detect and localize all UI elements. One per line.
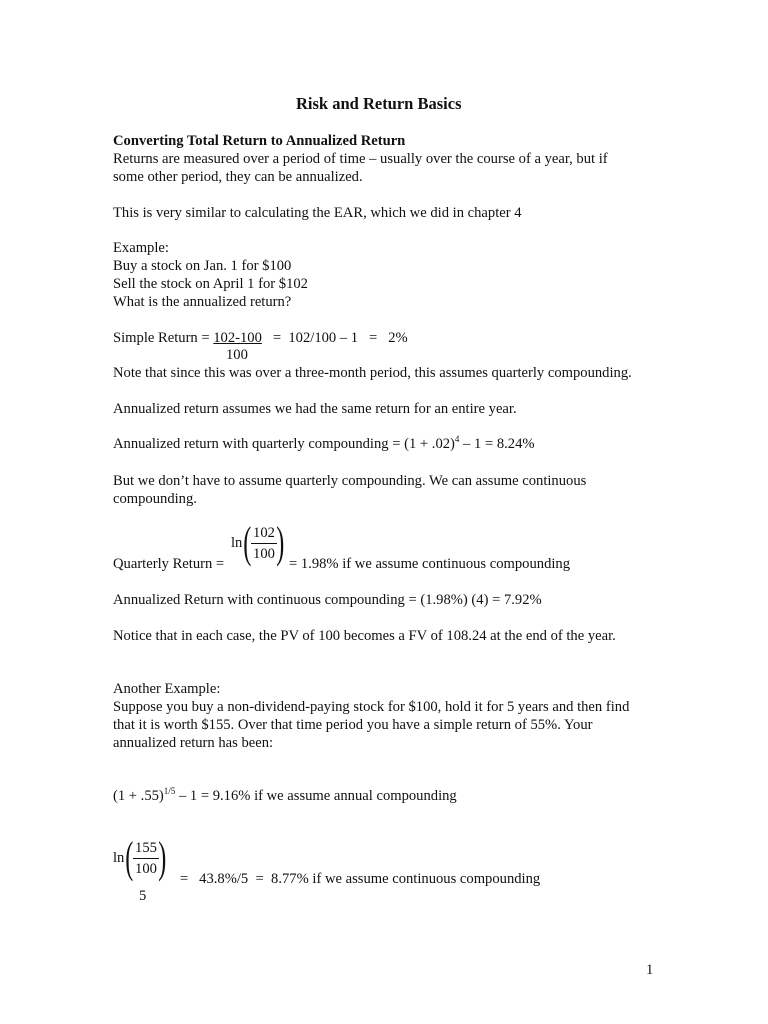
another-example-label: Another Example:: [113, 681, 221, 697]
simple-return-label: Simple Return =: [113, 330, 214, 346]
divisor: 5: [139, 888, 147, 904]
fraction-numerator: 155: [133, 838, 159, 859]
fraction: [133, 838, 159, 879]
continuous-compounding-result: = 43.8%/5 = 8.77% if we assume continuous compounding: [180, 871, 541, 887]
fraction-numerator: 102: [251, 523, 277, 544]
fraction-denominator: 100: [253, 545, 275, 562]
page-number: 1: [646, 962, 654, 978]
paragraph-line: Annualized Return with continuous compounding = (1.98%) (4) = 7.92%: [113, 592, 542, 608]
paragraph-line: But we don’t have to assume quarterly compounding. We can assume continuous: [113, 473, 587, 489]
right-paren: ): [158, 833, 167, 882]
simple-return-numerator: 102-100: [213, 330, 262, 346]
quarterly-exponent: 4: [454, 434, 460, 444]
page-title: Risk and Return Basics: [296, 94, 462, 113]
paragraph-line: Note that since this was over a three-month period, this assumes quarterly compounding.: [113, 365, 632, 381]
paragraph-line: compounding.: [113, 491, 197, 507]
ln-fraction-formula-2: [113, 833, 167, 882]
quarterly-formula: [113, 435, 535, 453]
annual-formula-text: (1 + .55): [113, 788, 164, 804]
paragraph-line: annualized return has been:: [113, 735, 274, 751]
paragraph-line: Annualized return assumes we had the same return for an entire year.: [113, 401, 517, 417]
ln-fraction-formula: [231, 518, 285, 567]
left-paren: (: [125, 833, 134, 882]
annual-formula-result: – 1 = 9.16% if we assume annual compounding: [175, 788, 457, 804]
simple-return-formula: [113, 329, 408, 347]
right-paren: ): [276, 518, 285, 567]
paragraph-line: some other period, they can be annualized.: [113, 169, 363, 185]
example-line: Sell the stock on April 1 for $102: [113, 276, 308, 292]
ln-symbol: ln: [113, 850, 125, 866]
paragraph-line: that it is worth $155. Over that time period you have a simple return of 55%. Your: [113, 717, 593, 733]
left-paren: (: [243, 518, 252, 567]
annual-exponent: 1/5: [163, 786, 176, 796]
quarterly-return-result: = 1.98% if we assume continuous compounding: [289, 556, 571, 572]
section-heading: Converting Total Return to Annualized Return: [113, 133, 406, 149]
annual-compounding-formula: [113, 787, 457, 805]
paragraph-line: Notice that in each case, the PV of 100 becomes a FV of 108.24 at the end of the year.: [113, 628, 616, 644]
paragraph-line: Returns are measured over a period of time – usually over the course of a year, but if: [113, 151, 608, 167]
example-label: Example:: [113, 240, 169, 256]
quarterly-return-label: Quarterly Return =: [113, 556, 225, 572]
ln-symbol: ln: [231, 535, 243, 551]
quarterly-formula-text: Annualized return with quarterly compounding = (1 + .02): [113, 436, 455, 452]
example-line: What is the annualized return?: [113, 294, 292, 310]
simple-return-denominator: 100: [226, 347, 248, 363]
paragraph-line: Suppose you buy a non-dividend-paying stock for $100, hold it for 5 years and then find: [113, 699, 630, 715]
example-line: Buy a stock on Jan. 1 for $100: [113, 258, 292, 274]
paragraph-line: This is very similar to calculating the EAR, which we did in chapter 4: [113, 205, 522, 221]
simple-return-result: = 102/100 – 1 = 2%: [261, 330, 408, 346]
quarterly-formula-result: – 1 = 8.24%: [459, 436, 535, 452]
fraction: [251, 523, 277, 564]
fraction-denominator: 100: [135, 860, 157, 877]
